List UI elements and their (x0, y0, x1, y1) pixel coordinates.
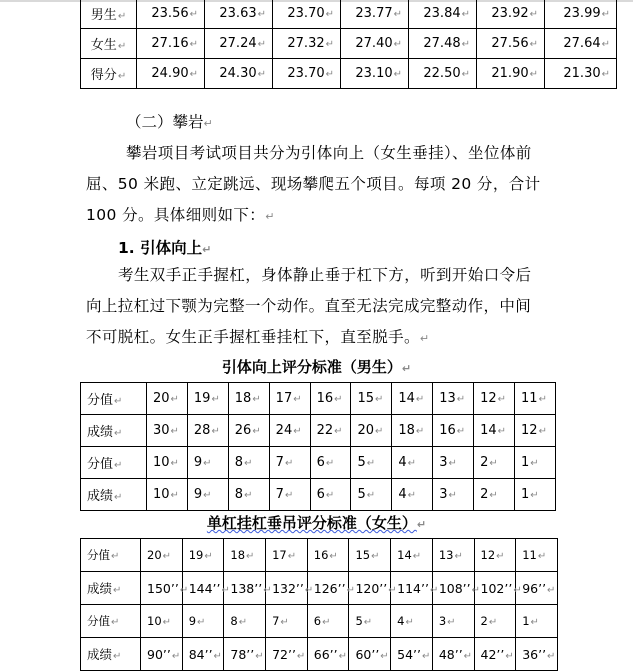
top-table-cell: 24.30↵ (205, 59, 273, 89)
female-hang-score-table (80, 538, 558, 671)
female-table-cell: 126’’↵ (307, 572, 349, 605)
female-table-cell: 18↵ (224, 539, 266, 572)
female-table-row (81, 539, 558, 572)
male-table-row (81, 447, 556, 479)
top-table-cell: 21.30↵ (545, 59, 617, 89)
female-table-cell: 78’’↵ (224, 638, 266, 671)
female-table-cell: 19↵ (182, 539, 224, 572)
top-table-cell: 21.90↵ (477, 59, 545, 89)
female-table-cell: 11↵ (516, 539, 558, 572)
female-table-cell: 12↵ (474, 539, 516, 572)
male-table-cell: 16↵ (433, 415, 474, 447)
female-table-cell: 120’’↵ (349, 572, 391, 605)
male-table-cell: 12↵ (474, 383, 515, 415)
top-table-cell: 27.56↵ (477, 29, 545, 59)
male-table-cell: 13↵ (433, 383, 474, 415)
male-table-cell: 4↵ (392, 447, 433, 479)
female-table-cell: 3↵ (432, 605, 474, 638)
top-table-cell: 23.70↵ (273, 59, 341, 89)
top-table-row (81, 0, 617, 29)
top-table-cell: 23.70↵ (273, 0, 341, 29)
male-table-cell: 2↵ (474, 479, 515, 511)
male-pullup-score-table (80, 382, 556, 511)
male-table-cell: 6↵ (310, 447, 351, 479)
male-table-cell: 18↵ (392, 415, 433, 447)
top-table-row (81, 59, 617, 89)
male-table-row (81, 479, 556, 511)
male-table-row-label: 成绩↵ (81, 415, 147, 447)
female-table-cell: 114’’↵ (391, 572, 433, 605)
female-table-cell: 1↵ (516, 605, 558, 638)
male-table-row-label: 分值↵ (81, 383, 147, 415)
male-table-cell: 7↵ (269, 479, 310, 511)
section-heading: （二）攀岩↵ (126, 113, 213, 131)
female-table-cell: 54’’↵ (391, 638, 433, 671)
male-table-row (81, 383, 556, 415)
female-table-cell: 2↵ (474, 605, 516, 638)
male-table-cell: 3↵ (433, 479, 474, 511)
female-table-cell: 42’’↵ (474, 638, 516, 671)
female-table-row-label: 成绩↵ (81, 572, 141, 605)
male-table-cell: 7↵ (269, 447, 310, 479)
female-table-cell: 9↵ (182, 605, 224, 638)
male-table-cell: 10↵ (147, 447, 188, 479)
desc-line-1: 考生双手正手握杠，身体静止垂于杠下方，听到开始口令后 (118, 266, 532, 284)
male-table-row-label: 成绩↵ (81, 479, 147, 511)
female-table-cell: 15↵ (349, 539, 391, 572)
female-table-cell: 150’’↵ (141, 572, 183, 605)
top-table-cell: 27.24↵ (205, 29, 273, 59)
male-table-cell: 18↵ (228, 383, 269, 415)
female-table-cell: 13↵ (432, 539, 474, 572)
male-table-cell: 8↵ (228, 447, 269, 479)
male-table-cell: 11↵ (515, 383, 556, 415)
desc-line-2: 向上拉杠过下颚为完整一个动作。直至无法完成完整动作，中间 (86, 297, 532, 315)
top-table-cell: 27.16↵ (137, 29, 205, 59)
score-table-continued (80, 0, 617, 89)
female-table-cell: 16↵ (307, 539, 349, 572)
male-table-cell: 2↵ (474, 447, 515, 479)
female-table-cell: 4↵ (391, 605, 433, 638)
female-table-cell: 138’’↵ (224, 572, 266, 605)
female-table-cell: 20↵ (141, 539, 183, 572)
top-table-cell: 23.10↵ (341, 59, 409, 89)
male-table-cell: 22↵ (310, 415, 351, 447)
male-table-cell: 1↵ (515, 479, 556, 511)
top-table-row-label: 女生↵ (81, 29, 137, 59)
female-table-row (81, 638, 558, 671)
female-table-cell: 7↵ (266, 605, 308, 638)
sub-heading: 1. 引体向上↵ (118, 239, 212, 257)
male-table-cell: 10↵ (147, 479, 188, 511)
female-table-cell: 66’’↵ (307, 638, 349, 671)
male-table-row-label: 分值↵ (81, 447, 147, 479)
female-table-cell: 132’’↵ (266, 572, 308, 605)
top-table-cell: 23.56↵ (137, 0, 205, 29)
male-table-cell: 3↵ (433, 447, 474, 479)
top-table-row (81, 29, 617, 59)
desc-line-3: 不可脱杠。女生正手握杠垂挂杠下，直至脱手。↵ (86, 328, 430, 346)
male-table-cell: 4↵ (392, 479, 433, 511)
female-table-cell: 102’’↵ (474, 572, 516, 605)
male-table-cell: 20↵ (351, 415, 392, 447)
male-table-cell: 16↵ (310, 383, 351, 415)
male-table-cell: 19↵ (187, 383, 228, 415)
top-table-row-label: 得分↵ (81, 59, 137, 89)
male-table-cell: 30↵ (147, 415, 188, 447)
female-table-cell: 108’’↵ (432, 572, 474, 605)
top-table-row-label: 男生↵ (81, 0, 137, 29)
female-table-row-label: 成绩↵ (81, 638, 141, 671)
male-table-cell: 12↵ (515, 415, 556, 447)
female-table-title: 单杠挂杠垂吊评分标准（女生）↵ (206, 514, 427, 532)
top-table-cell: 27.32↵ (273, 29, 341, 59)
top-table-cell: 23.92↵ (477, 0, 545, 29)
male-table-cell: 9↵ (187, 479, 228, 511)
female-table-row (81, 572, 558, 605)
male-table-cell: 5↵ (351, 447, 392, 479)
female-table-cell: 14↵ (391, 539, 433, 572)
female-table-cell: 90’’↵ (141, 638, 183, 671)
male-table-cell: 6↵ (310, 479, 351, 511)
male-table-row (81, 415, 556, 447)
intro-line-2: 屈、50 米跑、立定跳远、现场攀爬五个项目。每项 20 分，合计 (86, 175, 541, 193)
male-table-cell: 1↵ (515, 447, 556, 479)
female-table-cell: 10↵ (141, 605, 183, 638)
top-table-cell: 27.64↵ (545, 29, 617, 59)
female-table-cell: 17↵ (266, 539, 308, 572)
male-table-cell: 15↵ (351, 383, 392, 415)
male-table-cell: 14↵ (392, 383, 433, 415)
male-table-cell: 17↵ (269, 383, 310, 415)
female-table-cell: 72’’↵ (266, 638, 308, 671)
intro-line-1: 攀岩项目考试项目共分为引体向上（女生垂挂）、坐位体前 (126, 144, 532, 162)
female-table-cell: 60’’↵ (349, 638, 391, 671)
male-table-title: 引体向上评分标准（男生）↵ (221, 358, 412, 376)
male-table-cell: 9↵ (187, 447, 228, 479)
female-table-row-label: 分值↵ (81, 539, 141, 572)
top-table-cell: 27.48↵ (409, 29, 477, 59)
female-table-cell: 8↵ (224, 605, 266, 638)
top-table-cell: 23.99↵ (545, 0, 617, 29)
intro-line-3: 100 分。具体细则如下：↵ (86, 206, 275, 224)
male-table-cell: 14↵ (474, 415, 515, 447)
female-table-cell: 96’’↵ (516, 572, 558, 605)
female-table-cell: 48’’↵ (432, 638, 474, 671)
top-table-cell: 23.63↵ (205, 0, 273, 29)
top-table-cell: 27.40↵ (341, 29, 409, 59)
female-table-cell: 6↵ (307, 605, 349, 638)
male-table-cell: 28↵ (187, 415, 228, 447)
female-table-cell: 5↵ (349, 605, 391, 638)
female-table-cell: 36’’↵ (516, 638, 558, 671)
female-table-cell: 144’’↵ (182, 572, 224, 605)
top-table-cell: 23.77↵ (341, 0, 409, 29)
female-table-cell: 84’’↵ (182, 638, 224, 671)
female-table-row (81, 605, 558, 638)
top-table-cell: 24.90↵ (137, 59, 205, 89)
male-table-cell: 20↵ (147, 383, 188, 415)
female-table-row-label: 分值↵ (81, 605, 141, 638)
male-table-cell: 8↵ (228, 479, 269, 511)
male-table-cell: 5↵ (351, 479, 392, 511)
male-table-cell: 24↵ (269, 415, 310, 447)
top-table-cell: 23.84↵ (409, 0, 477, 29)
top-table-cell: 22.50↵ (409, 59, 477, 89)
male-table-cell: 26↵ (228, 415, 269, 447)
